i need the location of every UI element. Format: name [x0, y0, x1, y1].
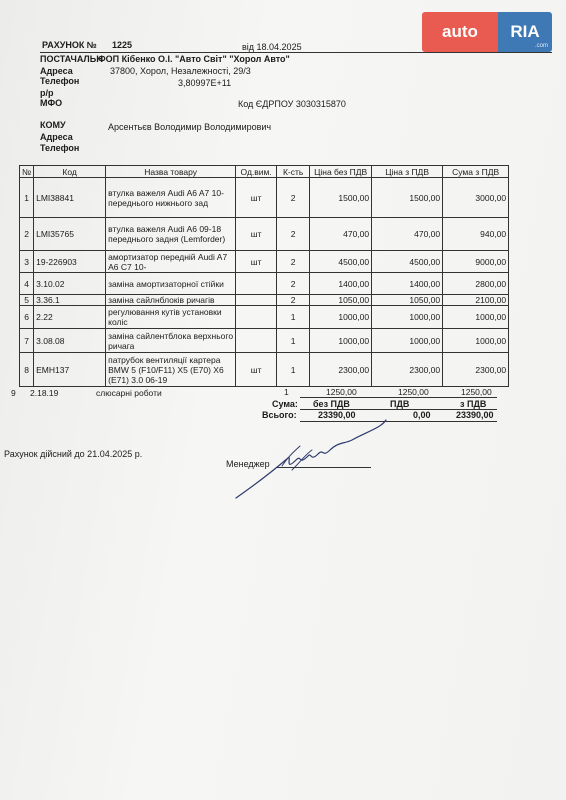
col-header-number: № — [20, 166, 34, 178]
mfo-label: МФО — [40, 98, 63, 108]
valid-until-text: Рахунок дійсний до 21.04.2025 р. — [4, 449, 143, 459]
row-number: 1 — [20, 178, 34, 218]
totals-col-vat: ПДВ — [390, 399, 410, 409]
table-header-row — [20, 166, 509, 178]
row-name: втулка важеля Audi A6 09-18 переднього задня (Lemforder) — [106, 218, 236, 251]
row-price-vat: 1000,00 — [372, 306, 443, 329]
table-row — [20, 329, 509, 353]
row-number: 6 — [20, 306, 34, 329]
row-price-vat: 1000,00 — [372, 329, 443, 353]
row-qty: 2 — [277, 273, 310, 295]
watermark-com-text: .com — [534, 43, 548, 49]
table-row — [20, 273, 509, 295]
row-price-vat: 1500,00 — [372, 178, 443, 218]
row-name: заміна амортизаторної стійки — [106, 273, 236, 295]
row-unit — [236, 329, 277, 353]
row-number: 3 — [20, 251, 34, 273]
row-code: LMI38841 — [34, 178, 106, 218]
recipient-address-label: Адреса — [40, 132, 73, 142]
extra-row-qty: 1 — [284, 387, 289, 397]
row-price: 1500,00 — [310, 178, 372, 218]
table-row — [20, 295, 509, 306]
col-header-price: Ціна без ПДВ — [310, 166, 372, 178]
row-price-vat: 470,00 — [372, 218, 443, 251]
col-header-name: Назва товару — [106, 166, 236, 178]
row-name: заміна сайлентблока верхнього ричага — [106, 329, 236, 353]
supplier-value: ФОП Кібенко О.І. "Авто Світ" "Хорол Авто" — [98, 54, 290, 64]
row-price-vat: 1050,00 — [372, 295, 443, 306]
watermark-auto-text: auto — [422, 12, 498, 52]
row-sum: 1000,00 — [443, 329, 509, 353]
phone-value: 3,80997E+11 — [178, 78, 232, 88]
watermark-ria-text: RIA — [510, 22, 540, 41]
row-code: 3.36.1 — [34, 295, 106, 306]
row-sum: 2300,00 — [443, 353, 509, 387]
recipient-label: КОМУ — [40, 120, 66, 130]
phone-label: Телефон — [40, 76, 80, 86]
row-name: амортизатор передній Audi A7 A6 C7 10- — [106, 251, 236, 273]
row-code: 2.22 — [34, 306, 106, 329]
row-price: 4500,00 — [310, 251, 372, 273]
account-label: р/р — [40, 88, 54, 98]
extra-row-rule — [300, 397, 497, 398]
row-qty: 2 — [277, 218, 310, 251]
manager-label: Менеджер — [226, 459, 270, 469]
extra-row-name: слюсарні роботи — [96, 388, 162, 398]
row-code: 3.10.02 — [34, 273, 106, 295]
row-sum: 9000,00 — [443, 251, 509, 273]
manager-signature — [226, 400, 416, 510]
row-number: 8 — [20, 353, 34, 387]
row-qty: 2 — [277, 251, 310, 273]
row-price-vat: 1400,00 — [372, 273, 443, 295]
invoice-number: 1225 — [112, 40, 133, 50]
total-no-vat: 23390,00 — [318, 410, 356, 420]
row-price: 2300,00 — [310, 353, 372, 387]
extra-row-price: 1250,00 — [326, 387, 357, 397]
row-price: 470,00 — [310, 218, 372, 251]
row-unit — [236, 295, 277, 306]
address-label: Адреса — [40, 66, 73, 76]
row-sum: 2100,00 — [443, 295, 509, 306]
row-name: заміна сайлнблоків ричагів — [106, 295, 236, 306]
col-header-sum: Сума з ПДВ — [443, 166, 509, 178]
extra-row-number: 9 — [11, 388, 16, 398]
row-unit: шт — [236, 353, 277, 387]
col-header-code: Код — [34, 166, 106, 178]
extra-row-code: 2.18.19 — [30, 388, 59, 398]
table-row — [20, 306, 509, 329]
row-unit: шт — [236, 178, 277, 218]
row-code: 3.08.08 — [34, 329, 106, 353]
edrpou-code: Код ЄДРПОУ 3030315870 — [238, 99, 346, 109]
table-row — [20, 218, 509, 251]
recipient-phone-label: Телефон — [40, 143, 80, 153]
row-unit: шт — [236, 218, 277, 251]
row-number: 4 — [20, 273, 34, 295]
row-qty: 1 — [277, 329, 310, 353]
row-price: 1000,00 — [310, 306, 372, 329]
row-number: 2 — [20, 218, 34, 251]
col-header-price-vat: Ціна з ПДВ — [372, 166, 443, 178]
sum-label: Сума: — [272, 399, 298, 409]
row-price: 1000,00 — [310, 329, 372, 353]
row-unit — [236, 306, 277, 329]
row-code: LMI35765 — [34, 218, 106, 251]
table-row — [20, 178, 509, 218]
items-table — [19, 165, 509, 387]
row-sum: 2800,00 — [443, 273, 509, 295]
row-number: 7 — [20, 329, 34, 353]
extra-row-price-vat: 1250,00 — [398, 387, 429, 397]
address-value: 37800, Хорол, Незалежності, 29/3 — [110, 66, 251, 76]
row-qty: 1 — [277, 306, 310, 329]
row-sum: 940,00 — [443, 218, 509, 251]
invoice-label: РАХУНОК № — [42, 40, 97, 50]
invoice-date: від 18.04.2025 — [242, 42, 302, 52]
row-unit — [236, 273, 277, 295]
row-name: патрубок вентиляції картера BMW 5 (F10/F11) X5 (E70) X6 (E71) 3.0 06-19 — [106, 353, 236, 387]
row-qty: 1 — [277, 353, 310, 387]
row-qty: 2 — [277, 295, 310, 306]
totals-col-no-vat: без ПДВ — [313, 399, 350, 409]
header-rule — [40, 52, 552, 53]
row-name: регулювання кутів установки коліс — [106, 306, 236, 329]
supplier-label: ПОСТАЧАЛЬН — [40, 54, 103, 64]
row-price: 1400,00 — [310, 273, 372, 295]
total-with-vat: 23390,00 — [456, 410, 494, 420]
row-price: 1050,00 — [310, 295, 372, 306]
total-vat: 0,00 — [413, 410, 431, 420]
row-price-vat: 4500,00 — [372, 251, 443, 273]
row-name: втулка важеля Audi A6 A7 10- переднього нижнього зад — [106, 178, 236, 218]
col-header-unit: Од.вим. — [236, 166, 277, 178]
recipient-name: Арсентьєв Володимир Володимирович — [108, 122, 272, 132]
table-row — [20, 353, 509, 387]
row-sum: 1000,00 — [443, 306, 509, 329]
table-row — [20, 251, 509, 273]
extra-row-sum: 1250,00 — [461, 387, 492, 397]
row-unit: шт — [236, 251, 277, 273]
col-header-qty: К-сть — [277, 166, 310, 178]
total-label: Всього: — [262, 410, 297, 420]
row-price-vat: 2300,00 — [372, 353, 443, 387]
autoria-watermark-logo — [422, 12, 552, 52]
row-code: EMH137 — [34, 353, 106, 387]
row-number: 5 — [20, 295, 34, 306]
row-sum: 3000,00 — [443, 178, 509, 218]
totals-col-with-vat: з ПДВ — [460, 399, 487, 409]
row-qty: 2 — [277, 178, 310, 218]
row-code: 19-226903 — [34, 251, 106, 273]
